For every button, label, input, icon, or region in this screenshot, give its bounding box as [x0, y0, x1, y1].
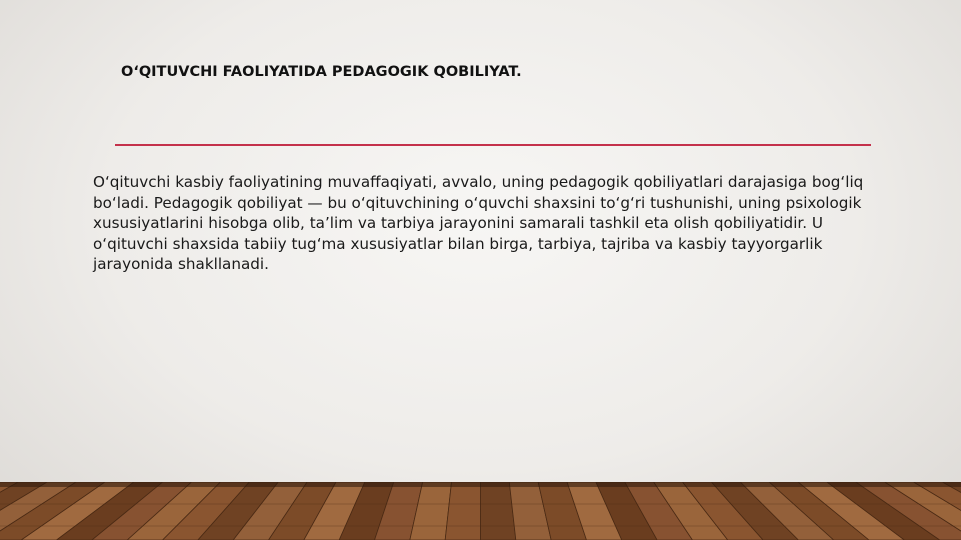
slide-paragraph: O‘qituvchi kasbiy faoliyatining muvaffaqiyati, avvalo, uning pedagogik qobiliyatlari darajasiga bog‘liq bo‘ladi. Pedagogik qobiliyat — bu o‘qituvchining o‘quvchi shaxsini to‘g‘ri tushunishi, uning psixologik xususiyatlarini hisobga olib, ta’lim va tarbiya jarayonini samarali tashkil eta olish qobiliyatidir. U o‘qituvchi shaxsida tabiiy tug‘ma xususiyatlar bilan birga, tarbiya, tajriba va kasbiy tayyorgarlik jarayonida shakllanadi.: [93, 173, 864, 273]
floor-plank: [445, 482, 480, 540]
slide-title: O‘QITUVCHI FAOLIYATIDA PEDAGOGIK QOBILIYAT.: [121, 64, 522, 80]
wooden-floor: [0, 482, 961, 540]
wooden-floor-graphic: [0, 482, 961, 540]
floor-shadow: [0, 482, 961, 487]
title-divider: [115, 144, 871, 146]
